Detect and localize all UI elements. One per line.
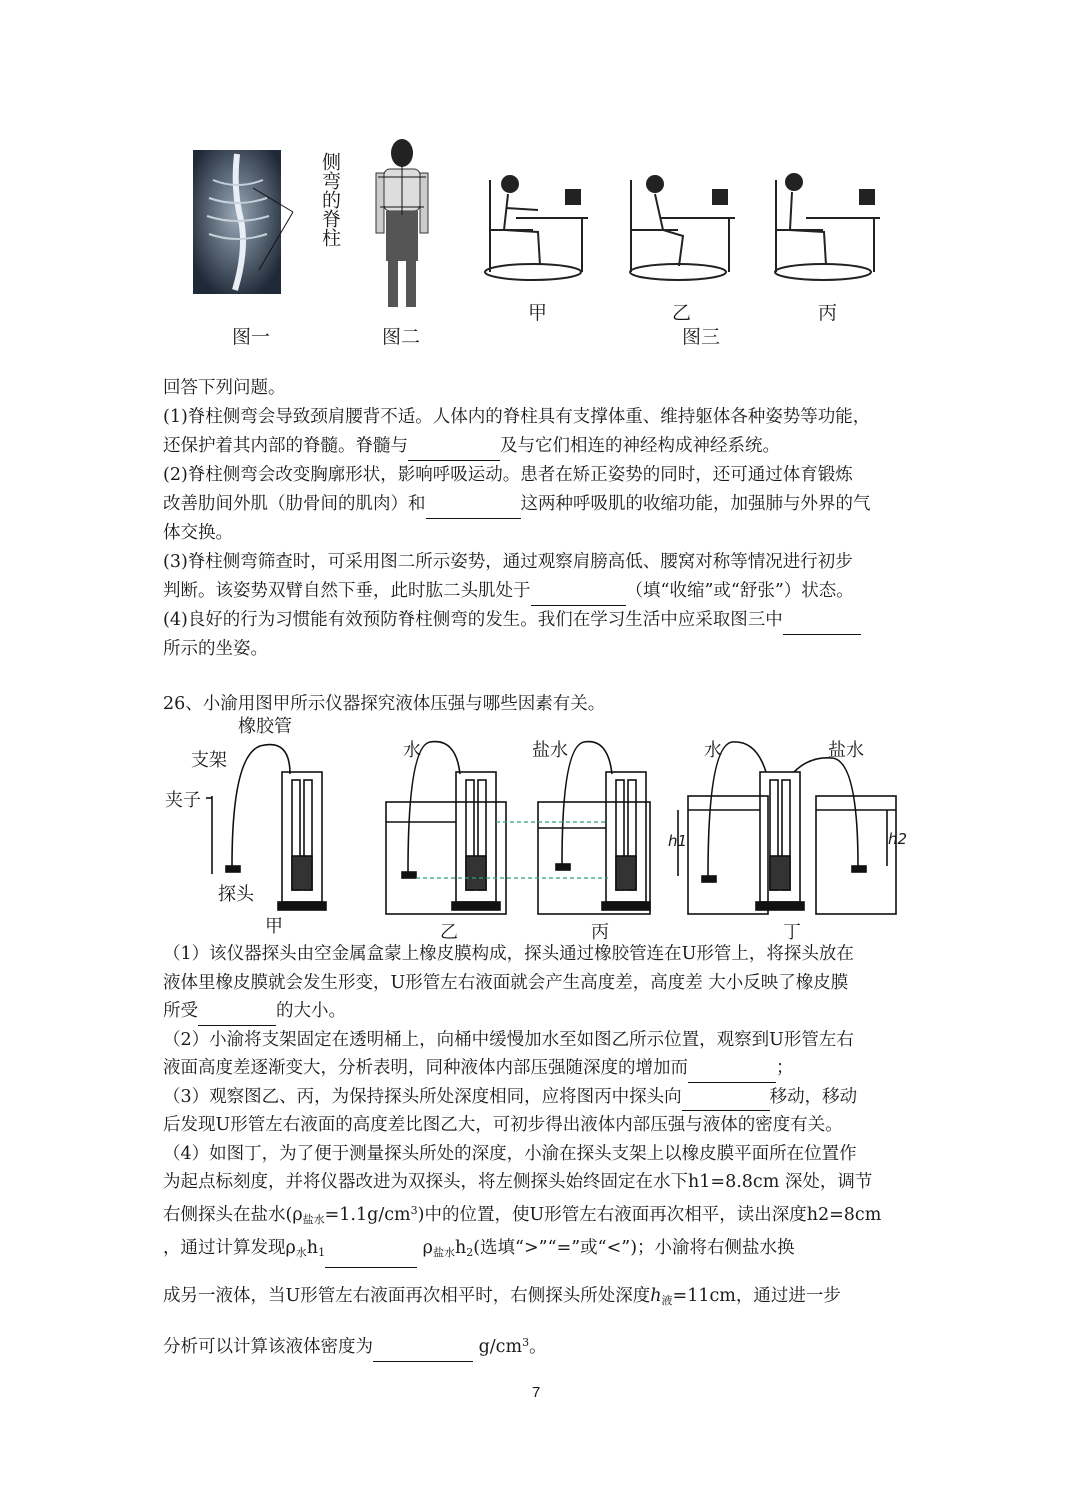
q26-p4d-e: (选填“>”“=”或“<”)；小渝将右侧盐水换 <box>473 1238 795 1258</box>
q25-p2c: 体交换。 <box>163 523 233 543</box>
q26-p4e-h: h <box>650 1285 662 1306</box>
q26-p4c-sup: 3 <box>410 1203 418 1217</box>
q26-p4b: 为起点标刻度，并将仪器改进为双探头，将左侧探头始终固定在水下h1=8.8cm 深处，调节 <box>163 1172 873 1192</box>
spine-label: 侧弯的脊柱 <box>319 152 341 247</box>
panel-label-yi: 乙 <box>440 922 458 943</box>
q25-p3a: (3)脊柱侧弯筛查时，可采用图二所示姿势，通过观察肩膀高低、腰窝对称等情况进行初步 <box>163 552 853 572</box>
q26-title: 26、小渝用图甲所示仪器探究液体压强与哪些因素有关。 <box>163 694 606 714</box>
label-h1: h1 <box>668 832 688 850</box>
sitting-postures-figure <box>478 160 898 286</box>
fig3-panel-jia: 甲 <box>528 302 548 324</box>
q26-p1a: （1）该仪器探头由空金属盒蒙上橡皮膜构成，探头通过橡胶管连在U形管上，将探头放在 <box>163 944 854 964</box>
q25-p2b-post: 这两种呼吸肌的收缩功能，加强肺与外界的气 <box>520 494 871 514</box>
q25-p2b-pre: 改善肋间外肌（肋骨间的肌肉）和 <box>163 494 426 514</box>
label-stand: 支架 <box>191 750 227 771</box>
q26-p3a-post: 移动，移动 <box>769 1086 858 1107</box>
label-clip: 夹子 <box>165 790 201 811</box>
fig3-panel-yi: 乙 <box>672 302 692 324</box>
q26-p4d-c: ρ <box>422 1238 433 1258</box>
q25-p1b-pre: 还保护着其内部的脊髓。脊髓与 <box>163 436 408 456</box>
q26-p4e-post: =11cm，通过进一步 <box>672 1285 841 1306</box>
q26-p4e-pre: 成另一液体，当U形管左右液面再次相平时，右侧探头所处深度 <box>163 1285 651 1306</box>
panel-label-bing: 丙 <box>591 922 609 943</box>
q26-p4d-sub1: 水 <box>295 1246 307 1259</box>
fig1-caption: 图一 <box>232 326 271 348</box>
q26-p2b-post: ； <box>776 1058 794 1078</box>
q25-p3b-post: （填“收缩”或“舒张”）状态。 <box>625 581 854 601</box>
q26-p1c-pre: 所受 <box>163 1001 198 1021</box>
q26-p4e-sub: 液 <box>661 1293 673 1307</box>
answer-blank-7[interactable] <box>682 1090 770 1111</box>
fig3-caption: 图三 <box>682 326 721 348</box>
fig3-panel-bing: 丙 <box>818 302 838 324</box>
answer-blank-3[interactable] <box>531 585 626 606</box>
q26-p4f-post: g/cm <box>473 1337 523 1357</box>
q26-p4f-pre: 分析可以计算该液体密度为 <box>163 1337 373 1357</box>
q26-p1b: 液体里橡皮膜就会发生形变，U形管左右液面就会产生高度差，高度差 大小反映了橡皮膜 <box>163 972 849 993</box>
label-h2: h2 <box>888 830 908 848</box>
q25-p2a: (2)脊柱侧弯会改变胸廓形状，影响呼吸运动。患者在矫正姿势的同时，还可通过体育锻炼 <box>163 465 853 485</box>
answer-blank-4[interactable] <box>783 614 861 635</box>
q26-p4c-pre: 右侧探头在盐水(ρ <box>163 1204 303 1225</box>
q26-p4d-sub2: 1 <box>318 1246 326 1259</box>
label-water-ding: 水 <box>704 740 722 761</box>
standing-person-figure <box>372 135 432 313</box>
q26-p3a-pre: （3）观察图乙、丙，为保持探头所处深度相同，应将图丙中探头向 <box>163 1086 682 1107</box>
q26-p4d-sub3: 盐水 <box>432 1246 455 1259</box>
q25-p4a: (4)良好的行为习惯能有效预防脊柱侧弯的发生。我们在学习生活中应采取图三中 <box>163 610 783 630</box>
q26-p4d-b: h <box>306 1238 319 1258</box>
q26-p1c-post: 的大小。 <box>276 1001 346 1021</box>
panel-label-jia: 甲 <box>265 916 283 937</box>
q26-p4c-post: )中的位置，使U形管左右液面再次相平，读出深度h2=8cm <box>417 1204 882 1225</box>
q26-p4c-mid: =1.1g/cm <box>324 1204 411 1225</box>
label-water-yi: 水 <box>403 740 421 761</box>
fig2-caption: 图二 <box>382 326 421 348</box>
answer-blank-6[interactable] <box>688 1062 776 1083</box>
label-probe: 探头 <box>218 884 254 905</box>
q26-p4c-sub: 盐水 <box>302 1212 325 1226</box>
q26-p4d-d: h <box>454 1238 467 1258</box>
q26-p2a: （2）小渝将支架固定在透明桶上，向桶中缓慢加水至如图乙所示位置，观察到U形管左右 <box>163 1029 854 1050</box>
q26-p3b: 后发现U形管左右液面的高度差比图乙大，可初步得出液体内部压强与液体的密度有关。 <box>163 1115 843 1135</box>
q26-p4f-sup: 3 <box>522 1336 530 1349</box>
q25-p4b: 所示的坐姿。 <box>163 639 268 659</box>
q25-intro: 回答下列问题。 <box>163 378 286 398</box>
q26-p4d-sub4: 2 <box>466 1246 474 1259</box>
q25-p1a: (1)脊柱侧弯会导致颈肩腰背不适。人体内的脊柱具有支撑体重、维持躯体各种姿势等功能， <box>163 407 871 427</box>
page-number: 7 <box>532 1384 541 1401</box>
q25-block <box>163 374 923 664</box>
label-saltwater-bing: 盐水 <box>532 740 568 761</box>
q26-block <box>163 940 923 1362</box>
q26-p2b-pre: 液面高度差逐渐变大，分析表明，同种液体内部压强随深度的增加而 <box>163 1058 688 1078</box>
q25-p3b-pre: 判断。该姿势双臂自然下垂，此时肱二头肌处于 <box>163 581 531 601</box>
answer-blank-8[interactable] <box>325 1247 417 1268</box>
answer-blank-9[interactable] <box>373 1341 473 1362</box>
q26-p4f-end: 。 <box>529 1337 547 1357</box>
label-saltwater-ding: 盐水 <box>828 740 864 761</box>
q25-p1b-post: 及与它们相连的神经构成神经系统。 <box>500 436 780 456</box>
label-rubber-tube: 橡胶管 <box>238 716 292 737</box>
answer-blank-2[interactable] <box>426 498 521 519</box>
q26-p4a: （4）如图丁，为了便于测量探头所处的深度，小渝在探头支架上以橡皮膜平面所在位置作 <box>163 1143 857 1164</box>
panel-label-ding: 丁 <box>783 922 801 943</box>
answer-blank-1[interactable] <box>408 440 500 461</box>
q26-p4d-a: ，通过计算发现ρ <box>163 1238 296 1258</box>
answer-blank-5[interactable] <box>198 1005 276 1026</box>
